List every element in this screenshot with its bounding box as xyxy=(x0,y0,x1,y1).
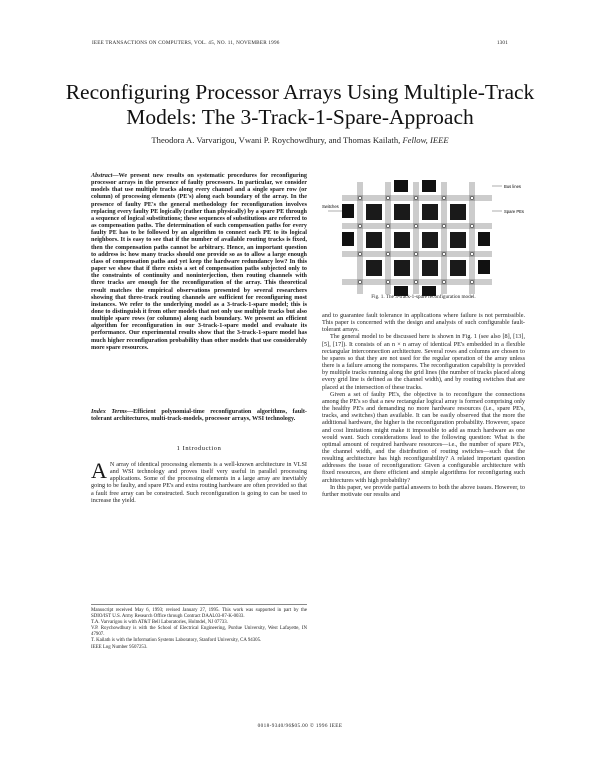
figure-1 xyxy=(322,174,525,306)
footnote: IEEE Log Number 9507253. xyxy=(91,644,148,650)
reconfiguration-diagram xyxy=(322,174,525,296)
index-terms xyxy=(91,408,307,422)
drop-cap: A xyxy=(91,458,107,483)
author-names: Theodora A. Varvarigou, Vwani P. Roychowdhury, and Thomas Kailath, xyxy=(151,135,401,145)
label-switches: Switches xyxy=(322,204,339,209)
journal-header: IEEE TRANSACTIONS ON COMPUTERS, VOL. 45, NO. 11, NOVEMBER 1996 xyxy=(92,40,280,46)
index-terms-lead: Index Terms xyxy=(91,408,127,415)
footnote: T. Kailath is with the Information Systems Laboratory, Stanford University, CA 94305. xyxy=(91,638,262,644)
body-paragraph: The general model to be discussed here is shown in Fig. 1 (see also [8], [13], [5], [17]). It consists of an n × n array of identical PE's embedded in a flexible rectangular interconnection architecture. Several rows and columns are chosen to be spares so that they are not used for the regular operation of the array unless there is a failure among the nonspares. The reconfiguration capability is provided by multiple tracks running along the grid lines (the number of tracks placed along every grid line is defined as the channel width), and by routing switches that are placed at the intersection of these tracks. xyxy=(322,333,525,391)
abstract-text: —We present new results on systematic procedures for reconfiguring processor arrays in the presence of faulty processors. In particular, we consider models that use multiple tracks along every channel and a single spare row (or column) of processing elements (PE's) along each boundary of the array. In the presence of faulty PE's the general methodology for reconfiguration involves replacing every faulty PE logically (rather than physically) by a spare PE through a sequence of logical substitutions; these sequences of substitutions are referred to as compensation paths. The determination of such compensation paths for every faulty PE has to be followed by an algorithm to connect each PE to its logical neighbors. It is easy to see that if the number of available routing tracks is fixed, then the compensation paths cannot be arbitrary. Hence, an important question to address is: how many tracks should one provide so as to allow a large enough class of compensation paths and yet keep the hardware redundancy low? In this paper we show that if there exists a set of compensation paths subjected only to the constraints of continuity and noninterjection, then routing channels with three tracks are enough for the reconfiguration of the array. This theoretical result matches the empirical observations presented by several researchers showing that three-track routing channels are sufficient for reconfiguring most instances. We refer to the underlying model as a 3-track-1-spare model; this is done to distinguish it from other models that not only use multiple tracks but also multiple spare rows (or columns) along each boundary. We present an efficient algorithm for reconfiguration in our 3-track-1-spare model and evaluate its performance. Our experimental results show that the 3-track-1-spare model has much higher reconfiguration probability than other models that use considerably more spare resources. xyxy=(91,172,307,351)
figure-caption: Fig. 1. The 3-track-1-spare reconfiguration model. xyxy=(371,294,476,300)
paper-title: Reconfiguring Processor Arrays Using Multiple-Track Models: The 3-Track-1-Spare-Approach xyxy=(65,80,535,129)
author-fellow: Fellow, IEEE xyxy=(402,135,449,145)
introduction-text xyxy=(91,458,307,504)
section-heading: 1 Introduction xyxy=(176,445,222,452)
abstract-lead: Abstract xyxy=(91,172,113,179)
footnote: V.P. Roychowdhury is with the School of Electrical Engineering, Purdue University, West Lafayette, IN 47907. xyxy=(91,626,307,638)
label-bus-lines: Bus lines xyxy=(504,184,521,189)
body-paragraph: Given a set of faulty PE's, the objective is to reconfigure the connections among the PE's so that a new rectangular logical array is formed comprising only the healthy PE's and demanding no more hardware resources (i.e., spare PE's, tracks, and switches) than available. It can be easily observed that the more the additional hardware, the higher is the reconfiguration probability. However, space and cost limitations might make it impossible to add as much hardware as one would want. Such considerations lead to the following question: What is the optimal amount of required hardware resources—i.e., the number of spare PE's, the channel width, and the distribution of routing switches—such that the resulting architecture has high reconfigurability? A related important question addresses the issue of reconfiguration: Given a configurable architecture with fixed resources, are there efficient and simple algorithms for reconfiguring such architectures with high probability? xyxy=(322,390,525,484)
body-paragraph: and to guarantee fault tolerance in applications where failure is not permissible. This paper is concerned with the design and analysis of such configurable fault-tolerant arrays. xyxy=(322,312,525,334)
right-column-body xyxy=(322,312,525,498)
footnote: Manuscript received May 6, 1993; revised January 27, 1995. This work was supported in part by the SDIO/IST U.S. Army Research Office through Contract DAAL03-87-K-0033. xyxy=(91,608,307,620)
footnotes xyxy=(91,604,307,651)
label-spare-pes: Spare PEs xyxy=(504,209,525,214)
footnote: T.A. Varvarigou is with AT&T Bell Laboratories, Holmdel, NJ 07733. xyxy=(91,620,228,626)
copyright-footer: 0018-9340/96$05.00 © 1996 IEEE xyxy=(257,723,343,729)
body-paragraph: In this paper, we provide partial answers to both the above issues. However, to further motivate our results and xyxy=(322,483,525,498)
abstract xyxy=(91,172,307,351)
page-number: 1301 xyxy=(496,40,508,46)
running-header xyxy=(92,40,508,46)
index-terms-text: —Efficient polynomial-time reconfiguration algorithms, fault-tolerant architectures, multi-track-models, processor arrays, WSI technology. xyxy=(91,408,307,423)
author-line xyxy=(60,135,540,145)
introduction-body: N array of identical processing elements is a well-known architecture in VLSI and WSI technology and proves itself very useful in parallel processing applications. Some of the processing elements in a large array are inevitably going to be faulty, and spare PE's and extra routing hardware are often provided so that a fault free array can be constructed. Such reconfiguration is going to can be used to increase the yield. xyxy=(91,461,307,504)
